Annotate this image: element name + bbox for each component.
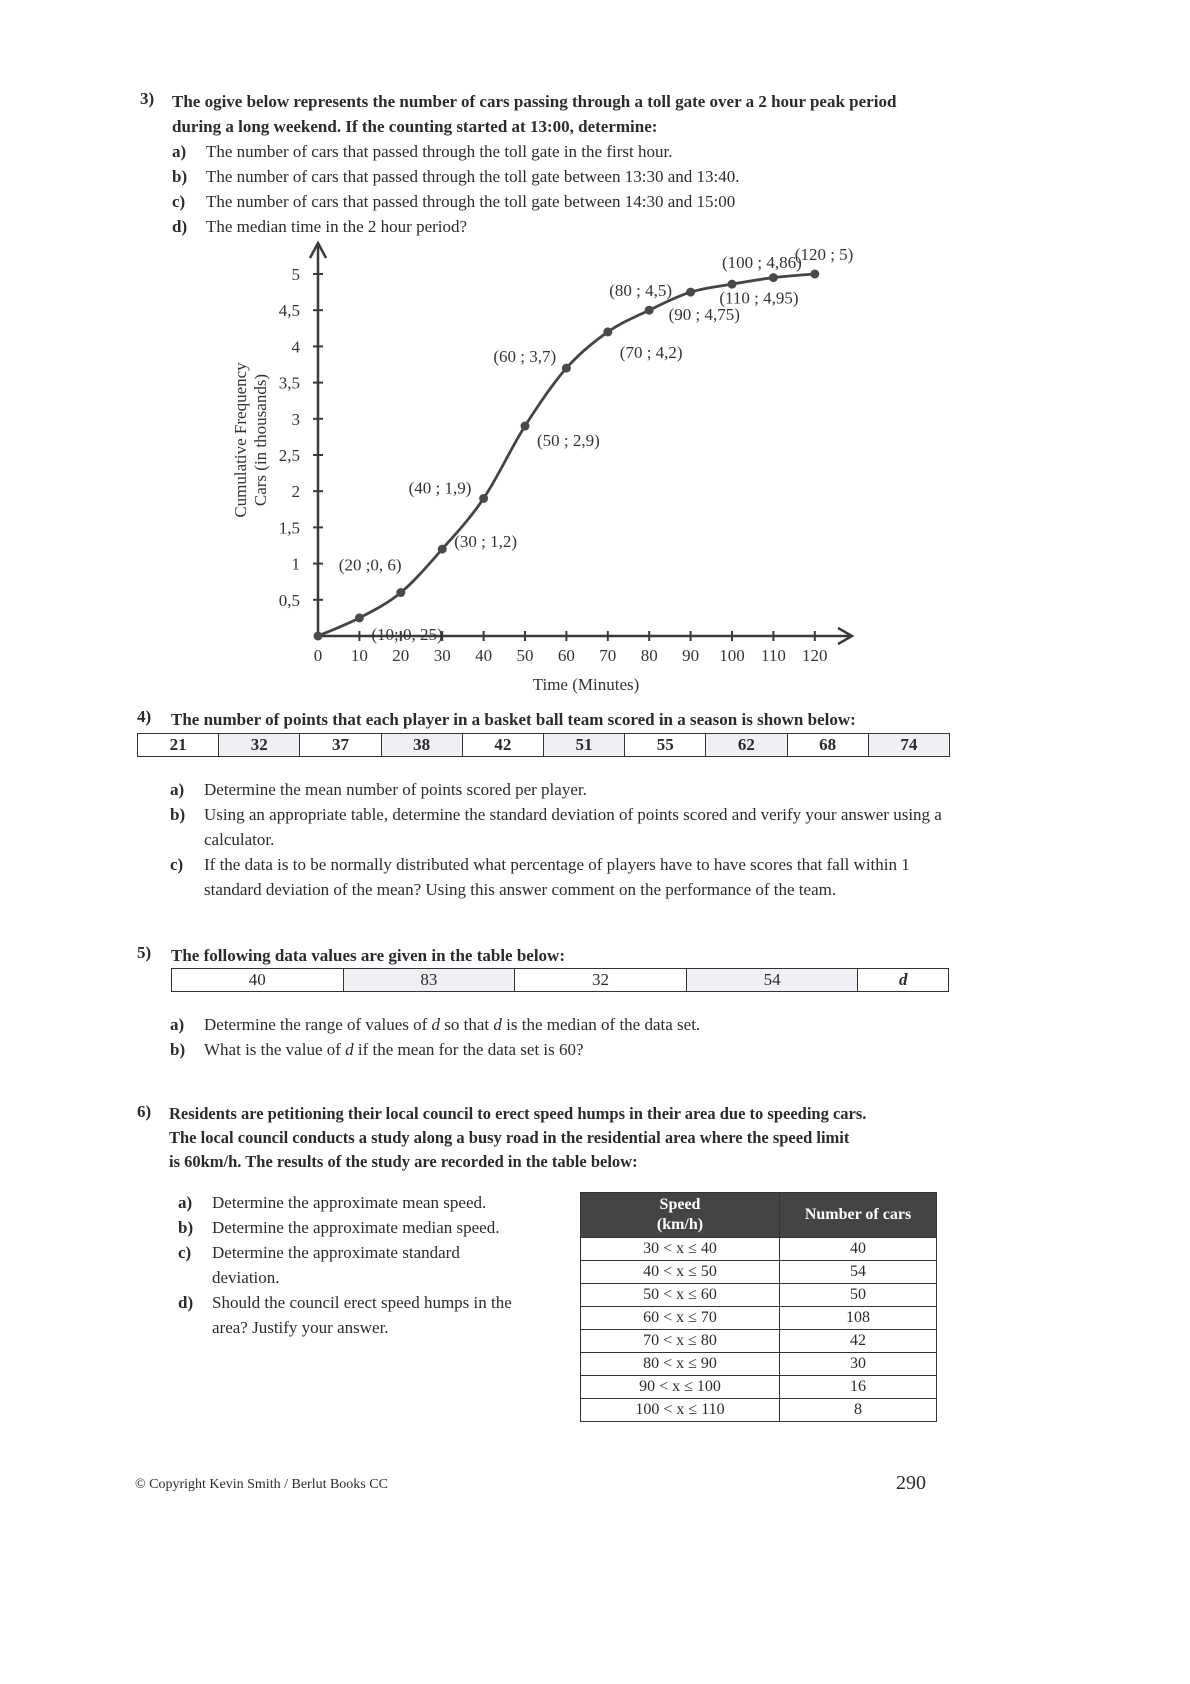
question-part: d) The median time in the 2 hour period? bbox=[172, 217, 468, 236]
table-row: 60 < x ≤ 70 108 bbox=[581, 1307, 937, 1330]
data-point bbox=[686, 288, 695, 297]
question-part: b) What is the value of d if the mean for the data set is 60? bbox=[170, 1040, 584, 1059]
table-cell: d bbox=[858, 969, 949, 992]
table-cell: 37 bbox=[300, 734, 381, 757]
question-part: c) If the data is to be normally distributed what percentage of players have to have scores that fall within 1 standard deviation of the mean? Using this answer comment on the performance of the team. bbox=[170, 855, 910, 899]
x-tick-label: 100 bbox=[719, 646, 745, 665]
points-table bbox=[137, 733, 950, 757]
point-label: (40 ; 1,9) bbox=[408, 478, 472, 498]
question-heading: The following data values are given in the table below: bbox=[171, 946, 565, 965]
question-heading: Residents are petitioning their local council to erect speed humps in their area due to speeding cars. bbox=[169, 1104, 867, 1123]
y-tick-label: 4,5 bbox=[278, 301, 300, 321]
copyright-notice: © Copyright Kevin Smith / Berlut Books CC bbox=[135, 1477, 388, 1492]
table-row bbox=[138, 734, 950, 757]
y-tick-label: 5 bbox=[291, 265, 300, 284]
y-tick-label: 4 bbox=[291, 337, 300, 357]
data-point bbox=[396, 588, 405, 597]
table-header-row bbox=[581, 1193, 937, 1238]
data-point bbox=[810, 270, 819, 279]
column-header-cars: Number of cars bbox=[780, 1193, 937, 1238]
point-labels bbox=[339, 245, 854, 644]
x-tick-label: 90 bbox=[682, 646, 700, 665]
table-cell: 74 bbox=[868, 734, 949, 757]
point-label: (110 ; 4,95) bbox=[719, 288, 799, 308]
data-point bbox=[603, 327, 612, 336]
point-label: (60 ; 3,7) bbox=[493, 347, 557, 367]
question-heading: The number of points that each player in a basket ball team scored in a season is shown below: bbox=[171, 710, 856, 729]
question-number: 3) bbox=[140, 89, 155, 108]
table-cell: 68 bbox=[787, 734, 868, 757]
table-cell: 38 bbox=[381, 734, 462, 757]
question-number: 4) bbox=[137, 707, 152, 726]
data-points bbox=[314, 270, 820, 641]
question-part: a) Determine the mean number of points scored per player. bbox=[170, 780, 587, 799]
table-row: 100 < x ≤ 110 8 bbox=[581, 1399, 937, 1422]
data-point bbox=[562, 364, 571, 373]
table-row: 40 < x ≤ 50 54 bbox=[581, 1261, 937, 1284]
data-point bbox=[314, 632, 323, 641]
table-cell: 55 bbox=[625, 734, 706, 757]
point-label: (30 ; 1,2) bbox=[454, 532, 517, 552]
table-row: 90 < x ≤ 100 16 bbox=[581, 1376, 937, 1399]
question-part: b) Determine the approximate median speed. bbox=[178, 1218, 500, 1237]
point-label: (80 ; 4,5) bbox=[609, 281, 672, 301]
y-tick-label: 0,5 bbox=[278, 590, 300, 610]
question-part: a) Determine the approximate mean speed. bbox=[178, 1193, 487, 1212]
question-heading: The ogive below represents the number of cars passing through a toll gate over a 2 hour peak period bbox=[172, 92, 897, 111]
question-part: a) The number of cars that passed through the toll gate in the first hour. bbox=[172, 142, 673, 161]
x-tick-label: 110 bbox=[760, 646, 786, 665]
question-4 bbox=[137, 707, 952, 902]
y-tick-label: 1,5 bbox=[278, 518, 300, 538]
x-tick-label: 60 bbox=[557, 646, 575, 665]
table-row bbox=[172, 969, 949, 992]
speed-table bbox=[580, 1192, 937, 1422]
question-6-parts bbox=[178, 1190, 538, 1340]
x-tick-label: 50 bbox=[516, 646, 534, 665]
data-point bbox=[769, 273, 778, 282]
y-axis-label-line1: Cumulative Frequency bbox=[231, 362, 250, 518]
question-part: b) Using an appropriate table, determine the standard deviation of points scored and verify your answer using a calculator. bbox=[170, 805, 942, 849]
data-point bbox=[645, 306, 654, 315]
table-cell: 54 bbox=[686, 969, 858, 992]
y-tick-label: 2,5 bbox=[278, 446, 300, 465]
point-label: (100 ; 4,86) bbox=[722, 253, 802, 273]
y-axis-label-line2: Cars (in thousands) bbox=[251, 373, 270, 507]
x-tick-label: 120 bbox=[802, 646, 828, 665]
question-heading: during a long weekend. If the counting started at 13:00, determine: bbox=[172, 117, 658, 136]
x-tick-label: 20 bbox=[392, 646, 410, 665]
y-tick-label: 3 bbox=[291, 409, 300, 429]
table-cell: 40 bbox=[172, 969, 344, 992]
table-cell: 62 bbox=[706, 734, 787, 757]
x-tick-label: 0 bbox=[313, 646, 323, 665]
table-cell: 21 bbox=[138, 734, 219, 757]
page-number: 290 bbox=[896, 1472, 926, 1494]
point-label: (20 ;0, 6) bbox=[338, 555, 402, 575]
table-cell: 51 bbox=[543, 734, 624, 757]
question-part: d) Should the council erect speed humps in the area? Justify your answer. bbox=[178, 1293, 512, 1337]
question-part: c) Determine the approximate standard deviation. bbox=[178, 1243, 460, 1287]
data-point bbox=[728, 280, 737, 289]
x-tick-label: 40 bbox=[475, 646, 493, 665]
point-label: (50 ; 2,9) bbox=[537, 431, 600, 451]
ogive-chart bbox=[0, 0, 1190, 760]
question-heading: The local council conducts a study along a busy road in the residential area where the speed limit bbox=[169, 1128, 850, 1147]
question-heading: is 60km/h. The results of the study are recorded in the table below: bbox=[169, 1152, 638, 1171]
data-values-table bbox=[171, 968, 949, 992]
point-label: (70 ; 4,2) bbox=[619, 342, 683, 362]
x-tick-label: 10 bbox=[350, 646, 368, 665]
y-tick-label: 1 bbox=[291, 554, 300, 574]
point-label: (120 ; 5) bbox=[794, 245, 854, 264]
question-6 bbox=[137, 1102, 952, 1174]
table-cell: 42 bbox=[462, 734, 543, 757]
question-5 bbox=[137, 943, 952, 1062]
data-point bbox=[438, 545, 447, 554]
column-header-speed: Speed (km/h) bbox=[581, 1193, 780, 1238]
table-cell: 32 bbox=[219, 734, 300, 757]
x-tick-label: 70 bbox=[599, 646, 617, 665]
data-point bbox=[479, 494, 488, 503]
data-point bbox=[521, 422, 530, 431]
question-number: 6) bbox=[137, 1102, 152, 1121]
table-cell: 32 bbox=[515, 969, 687, 992]
question-part: c) The number of cars that passed through the toll gate between 14:30 and 15:00 bbox=[172, 192, 736, 211]
question-number: 5) bbox=[137, 943, 152, 962]
table-row: 80 < x ≤ 90 30 bbox=[581, 1353, 937, 1376]
y-tick-label: 3,5 bbox=[278, 373, 300, 393]
point-label: (90 ; 4,75) bbox=[668, 305, 740, 325]
question-part: a) Determine the range of values of d so that d is the median of the data set. bbox=[170, 1015, 701, 1034]
x-tick-label: 30 bbox=[433, 646, 451, 665]
ogive-curve bbox=[318, 274, 815, 636]
x-axis-label: Time (Minutes) bbox=[532, 675, 640, 694]
y-axis-ticks bbox=[279, 265, 323, 610]
x-tick-label: 80 bbox=[640, 646, 658, 665]
table-row: 50 < x ≤ 60 50 bbox=[581, 1284, 937, 1307]
table-row: 70 < x ≤ 80 42 bbox=[581, 1330, 937, 1353]
table-cell: 83 bbox=[343, 969, 515, 992]
question-part: b) The number of cars that passed through the toll gate between 13:30 and 13:40. bbox=[172, 167, 740, 186]
y-tick-label: 2 bbox=[291, 482, 300, 502]
table-row: 30 < x ≤ 40 40 bbox=[581, 1238, 937, 1261]
data-point bbox=[355, 613, 364, 622]
point-label: (10; 0, 25) bbox=[371, 624, 443, 644]
